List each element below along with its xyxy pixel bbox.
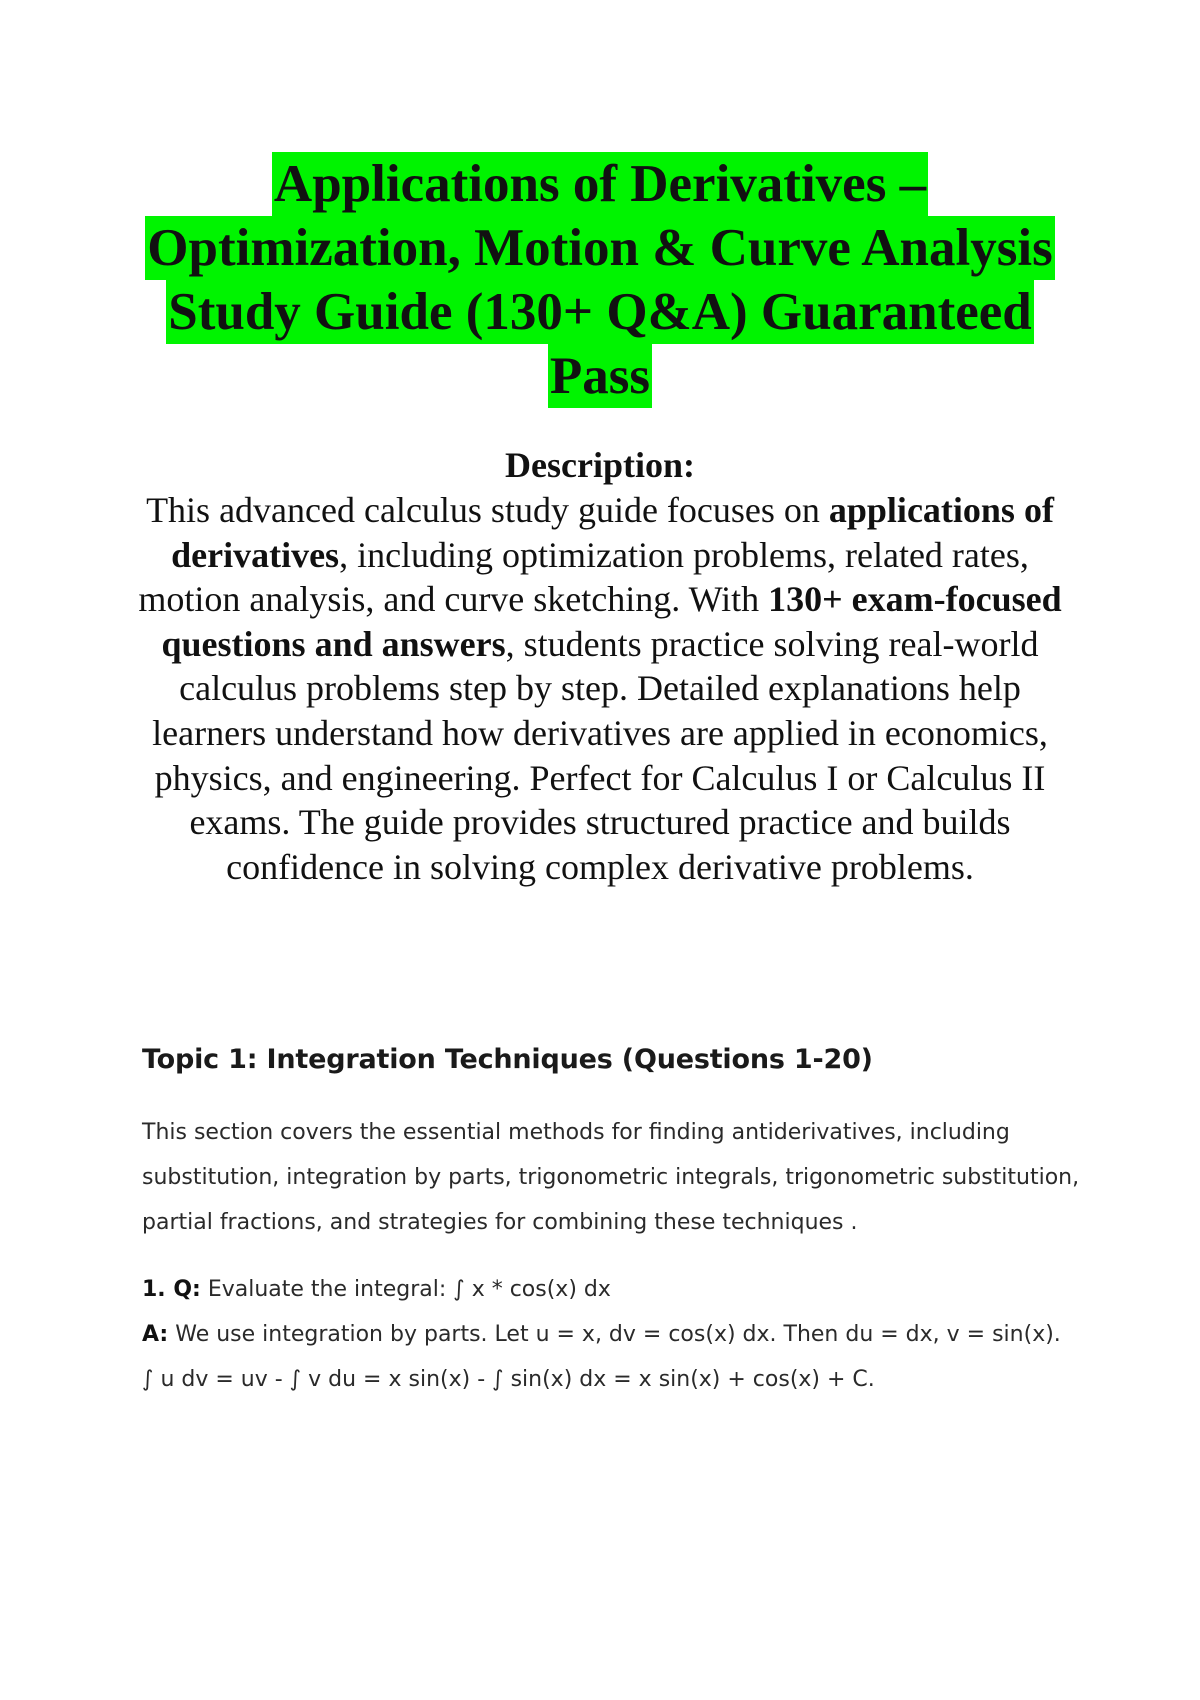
answer-line — [142, 1312, 1072, 1357]
question-line — [142, 1267, 1072, 1312]
document-title — [100, 152, 1100, 408]
topic-intro-line: This section covers the essential methods for finding antiderivatives, including — [142, 1120, 1010, 1145]
title-line: Optimization, Motion & Curve Analysis — [145, 216, 1054, 280]
description-text: This advanced calculus study guide focuses on — [146, 490, 829, 530]
question-label: 1. Q: — [142, 1277, 201, 1302]
title-line: Study Guide (130+ Q&A) Guaranteed — [166, 280, 1034, 344]
topic-intro-line: partial fractions, and strategies for combining these techniques . — [142, 1210, 858, 1235]
topic-title: Topic 1: Integration Techniques (Questions 1-20) — [142, 1044, 873, 1075]
answer-text: We use integration by parts. Let u = x, dv = cos(x) dx. Then du = dx, v = sin(x). — [168, 1322, 1061, 1347]
topic-section — [142, 1040, 1080, 1402]
description-bold: 130+ exam-focused questions and answers — [161, 579, 1062, 664]
title-line: Applications of Derivatives – — [272, 152, 928, 216]
answer-line: ∫ u dv = uv - ∫ v du = x sin(x) - ∫ sin(x) dx = x sin(x) + cos(x) + C. — [142, 1367, 875, 1392]
question-1 — [142, 1267, 1072, 1402]
description-text: , including optimization problems, related rates, motion analysis, and curve sketching. With — [138, 534, 1029, 620]
question-text: Evaluate the integral: ∫ x * cos(x) dx — [200, 1277, 611, 1302]
topic-intro — [142, 1110, 1080, 1245]
description-bold: applications of derivatives — [171, 490, 1054, 575]
description-text: , students practice solving real-world calculus problems step by step. Detailed explanations help learners understand how derivatives are applied in economics, physics, and engineering. Perfect for Calculus I or Calculus II exams. The guide provides structured practice and builds confidence in solving complex derivative problems. — [152, 623, 1048, 887]
description-heading: Description: — [505, 445, 695, 485]
description-body — [130, 488, 1070, 889]
description-section — [130, 442, 1070, 889]
answer-label: A: — [142, 1322, 169, 1347]
topic-intro-line: substitution, integration by parts, trigonometric integrals, trigonometric substitution, — [142, 1165, 1080, 1190]
title-line: Pass — [548, 344, 652, 408]
